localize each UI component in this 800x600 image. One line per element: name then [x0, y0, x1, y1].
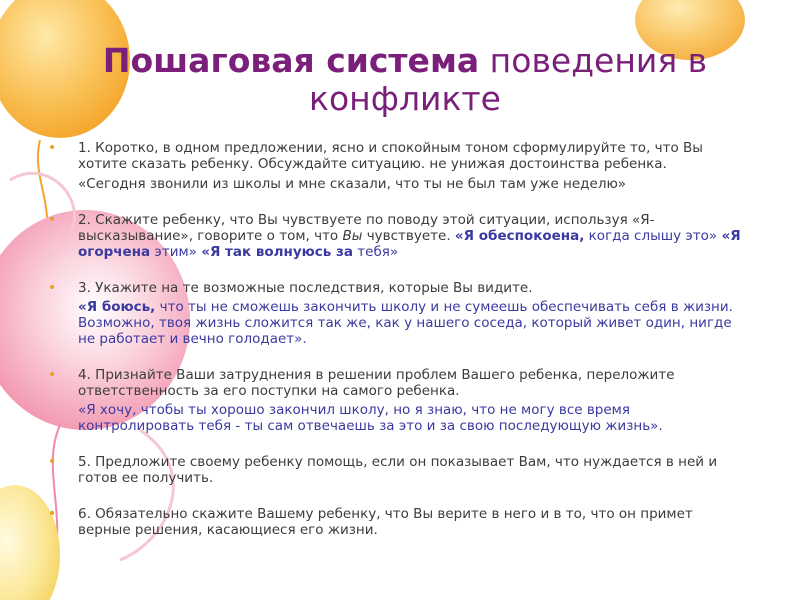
- step-3-quote: «Я боюсь, что ты не сможешь закончить школу и не сумеешь обеспечивать себя в жизни. Возможно, твоя жизнь сложится так же, как у нашего соседа, который живет один, нигде не работает и вечно голодает».: [78, 299, 733, 347]
- list-item: [48, 367, 748, 399]
- page-title: Пошаговая система поведения в конфликте: [102, 41, 708, 118]
- step-4-quote: «Я хочу, чтобы ты хорошо закончил школу, но я знаю, что не могу все время контролировать тебя - ты сам отвечаешь за это и за свою последующую жизнь».: [78, 402, 663, 434]
- steps-list: [48, 140, 748, 538]
- bullet-icon: •: [48, 367, 57, 383]
- list-item: • 2. Скажите ребенку, что Вы чувствуете по поводу этой ситуации, используя «Я-высказывание», говорите о том, что Вы чувствуете. «Я обеспокоена, когда слышу это» «Я огорчена этим» «Я так волнуюсь за тебя»: [48, 212, 741, 260]
- bullet-icon: •: [48, 280, 57, 296]
- step-3-text: 3. Укажите на те возможные последствия, которые Вы видите.: [78, 280, 533, 296]
- list-item: [48, 454, 748, 486]
- step-1-text: 1. Коротко, в одном предложении, ясно и спокойным тоном сформулируйте то, что Вы хотите сказать ребенку. Обсуждайте ситуацию. не унижая достоинства ребенка.: [78, 140, 703, 172]
- list-item: [48, 280, 748, 296]
- bullet-icon: •: [48, 140, 57, 156]
- bullet-icon: •: [48, 454, 57, 470]
- bullet-icon: •: [48, 212, 57, 228]
- list-item: [48, 506, 748, 538]
- step-6-text: 6. Обязательно скажите Вашему ребенку, что Вы верите в него и в то, что он примет верные решения, касающиеся его жизни.: [78, 506, 693, 538]
- list-item: [48, 140, 748, 172]
- bullet-icon: •: [48, 506, 57, 522]
- step-5-text: 5. Предложите своему ребенку помощь, если он показывает Вам, что нуждается в ней и готов ее получить.: [78, 454, 718, 486]
- step-4-text: 4. Признайте Ваши затруднения в решении проблем Вашего ребенка, переложите ответственность за его поступки на самого ребенка.: [78, 367, 675, 399]
- step-1-quote: «Сегодня звонили из школы и мне сказали, что ты не был там уже неделю»: [78, 176, 627, 192]
